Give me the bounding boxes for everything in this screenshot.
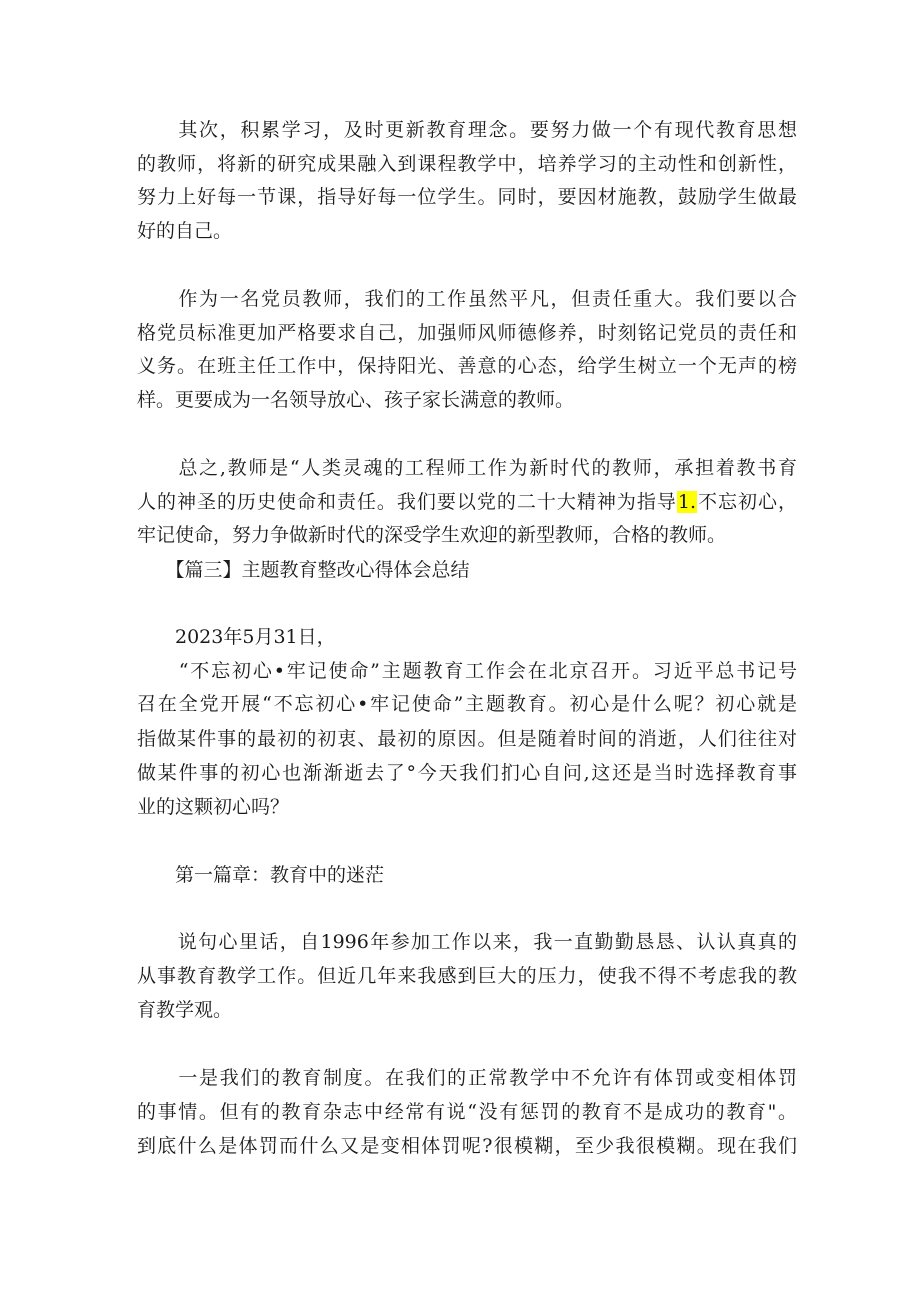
- p3-line-1: 总之,教师是“人类灵魂的工程师工作为新时代的教师，承担着教书育: [137, 457, 797, 479]
- p1-line-4: 好的自己。: [137, 220, 233, 242]
- p5-line-2: 从事教育教学工作。但近几年来我感到巨大的压力，使我不得不考虑我的教: [137, 965, 797, 987]
- list-marker-highlight: 1.: [677, 491, 696, 513]
- p5-line-3: 育教学观。: [137, 999, 233, 1021]
- section-heading: 【篇三】主题教育整改心得体会总结: [137, 559, 470, 581]
- p5-line-1: 说句心里话，自1996年参加工作以来，我一直勤勤恳恳、认认真真的: [137, 931, 797, 953]
- p2-line-4: 样。更要成为一名领导放心、孩子家长满意的教师。: [137, 389, 575, 411]
- p1-line-2: 的教师，将新的研究成果融入到课程教学中，培养学习的主动性和创新性，: [137, 153, 797, 175]
- p4-line-4: 指做某件事的最初的初衷、最初的原因。但是随着时间的消逝，人们往往对: [137, 728, 797, 750]
- p1-line-3: 努力上好每一节课，指导好每一位学生。同时，要因材施教，鼓励学生做最: [137, 186, 797, 208]
- date-line: 2023年5月31日，: [137, 626, 336, 648]
- p4-line-6: 业的这颗初心吗？: [137, 796, 290, 818]
- p2-line-1: 作为一名党员教师，我们的工作虽然平凡，但责任重大。我们要以合: [137, 288, 797, 310]
- p4-line-2: “不忘初心•牢记使命”主题教育工作会在北京召开。习近平总书记号: [137, 660, 797, 682]
- p3-line-2: [137, 490, 797, 514]
- p4-line-5: 做某件事的初心也渐渐逝去了°今天我们扪心自问,这还是当时选择教育事: [137, 762, 797, 784]
- p6-line-3: 到底什么是体罚而什么又是变相体罚呢?很模糊，至少我很模糊。现在我们: [137, 1135, 797, 1157]
- p4-line-3: 召在全党开展“不忘初心•牢记使命”主题教育。初心是什么呢？初心就是: [137, 693, 797, 715]
- p2-line-2: 格党员标准更加严格要求自己，加强师风师德修养，时刻铭记党员的责任和: [137, 322, 797, 344]
- chapter-heading: 第一篇章：教育中的迷茫: [137, 864, 385, 886]
- p3-line-3: 牢记使命，努力争做新时代的深受学生欢迎的新型教师，合格的教师。: [137, 524, 727, 546]
- p3-line-2-text-b: 不忘初心，: [697, 491, 797, 513]
- p3-line-2-text-a: 人的神圣的历史使命和责任。我们要以党的二十大精神为指导: [137, 491, 677, 513]
- p1-line-1: 其次，积累学习，及时更新教育理念。要努力做一个有现代教育思想: [137, 119, 797, 141]
- p6-line-1: 一是我们的教育制度。在我们的正常教学中不允许有体罚或变相体罚: [137, 1067, 797, 1089]
- p6-line-2: 的事情。但有的教育杂志中经常有说“没有惩罚的教育不是成功的教育"。: [137, 1101, 797, 1123]
- p2-line-3: 义务。在班主任工作中，保持阳光、善意的心态，给学生树立一个无声的榜: [137, 355, 797, 377]
